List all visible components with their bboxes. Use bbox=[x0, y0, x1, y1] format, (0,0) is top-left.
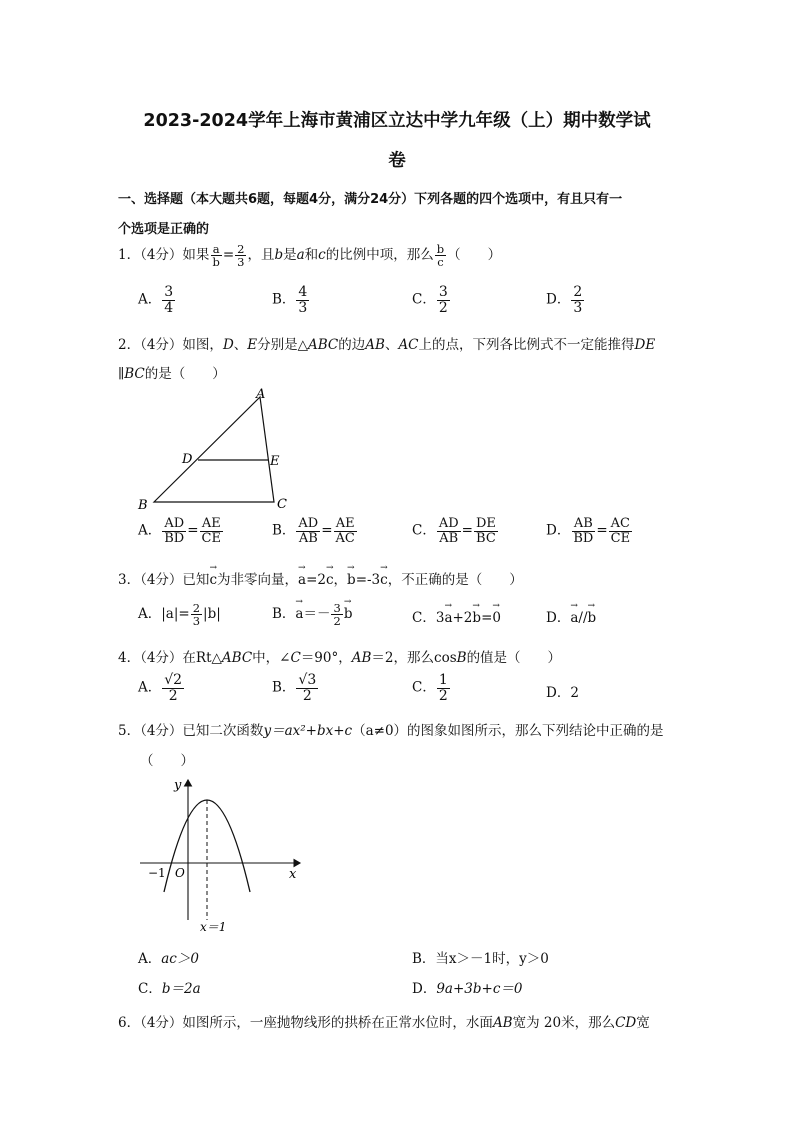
q4-option-a: A． $\frac{√2}{2}$ bbox=[138, 672, 183, 704]
label-axis-x-equals-1: x＝1 bbox=[200, 920, 227, 934]
page-title: 2023-2024学年上海市黄浦区立达中学九年级（上）期中数学试 bbox=[143, 111, 651, 131]
question-2-continued: ∥BC的是（ ） bbox=[118, 366, 226, 382]
vector-a: → a bbox=[298, 572, 306, 588]
label-y: y bbox=[174, 778, 182, 793]
label-d: D bbox=[182, 452, 193, 467]
q2-option-b: B． $\frac{AD}{AB}$ = $\frac{AE}{AC}$ bbox=[272, 516, 355, 546]
q4-option-c: C． $\frac{1}{2}$ bbox=[412, 672, 448, 704]
triangle-figure bbox=[130, 385, 300, 515]
triangle-abc bbox=[154, 397, 274, 502]
q3-option-c: C．3→ a+2→ b=→ 0 bbox=[412, 606, 501, 626]
question-3: 3．（4分）已知→ c为非零向量，→ a=2→ c，→ b=-3→ c，不正确的是（ ） bbox=[118, 568, 523, 588]
question-4: 4．（4分）在Rt△ABC中，∠C＝90°，AB＝2，那么cosB的值是（ ） bbox=[118, 650, 562, 666]
section-header-continued: 个选项是正确的 bbox=[118, 222, 210, 237]
q1-option-a: A． $\frac{3}{4}$ bbox=[138, 284, 174, 316]
q3-option-d: D．→ a//→ b bbox=[546, 606, 596, 626]
question-5-continued: （ ） bbox=[140, 753, 194, 769]
q2-option-c: C． $\frac{AD}{AB}$ = $\frac{DE}{BC}$ bbox=[412, 516, 496, 546]
fraction-b-over-c: $\frac{b}{c}$ bbox=[436, 242, 445, 270]
q4-option-d: D．2 bbox=[546, 685, 579, 701]
q5-option-c: C．b＝2a bbox=[138, 981, 201, 997]
q1-option-d: D． $\frac{2}{3}$ bbox=[546, 284, 583, 316]
q1-option-c: C． $\frac{3}{2}$ bbox=[412, 284, 448, 316]
page-title-continued: 卷 bbox=[388, 151, 406, 171]
q2-option-a: A． $\frac{AD}{BD}$ = $\frac{AE}{CE}$ bbox=[138, 516, 221, 546]
label-x: x bbox=[289, 867, 297, 882]
q3-option-b: B．→ a＝－ $\frac{3}{2}$ → b bbox=[272, 602, 352, 627]
section-header: 一、选择题（本大题共6题，每题4分，满分24分）下列各题的四个选项中，有且只有一 bbox=[118, 192, 623, 207]
q2-option-d: D． $\frac{AB}{BD}$ = $\frac{AC}{CE}$ bbox=[546, 516, 631, 546]
parabola-figure bbox=[134, 772, 314, 937]
q1-option-b: B． $\frac{4}{3}$ bbox=[272, 284, 308, 316]
question-5: 5．（4分）已知二次函数y＝ax²+bx+c（a≠0）的图象如图所示，那么下列结论中正确的是 bbox=[118, 723, 664, 739]
q3-option-a: A．|a|= $\frac{2}{3}$ |b| bbox=[138, 601, 221, 629]
vector-c: → c bbox=[209, 572, 217, 588]
question-6: 6．（4分）如图所示，一座抛物线形的拱桥在正常水位时，水面AB宽为 20米，那么CD宽 bbox=[118, 1015, 650, 1031]
label-b: B bbox=[138, 498, 148, 513]
vector-b: → b bbox=[347, 572, 356, 588]
label-origin: O bbox=[175, 866, 185, 880]
question-1: 1．（4分）如果 $\frac{a}{b}$ = $\frac{2}{3}$ ，且b是a和c的比例中项，那么 $\frac{b}{c}$ （ ） bbox=[118, 242, 502, 270]
label-c: C bbox=[277, 497, 287, 512]
fraction-2-over-3: $\frac{2}{3}$ bbox=[237, 242, 245, 270]
q5-option-b: B．当x＞－1时，y＞0 bbox=[412, 951, 549, 967]
q5-option-a: A．ac＞0 bbox=[138, 951, 199, 967]
q4-option-b: B． $\frac{√3}{2}$ bbox=[272, 672, 317, 704]
label-e: E bbox=[270, 454, 280, 469]
question-2: 2．（4分）如图，D、E分别是△ABC的边AB、AC上的点，下列各比例式不一定能推得DE bbox=[118, 337, 656, 353]
label-minus-one: −1 bbox=[148, 866, 166, 880]
label-a: A bbox=[256, 387, 266, 402]
q5-option-d: D．9a+3b+c＝0 bbox=[412, 981, 523, 997]
fraction-a-over-b: $\frac{a}{b}$ bbox=[212, 242, 220, 270]
